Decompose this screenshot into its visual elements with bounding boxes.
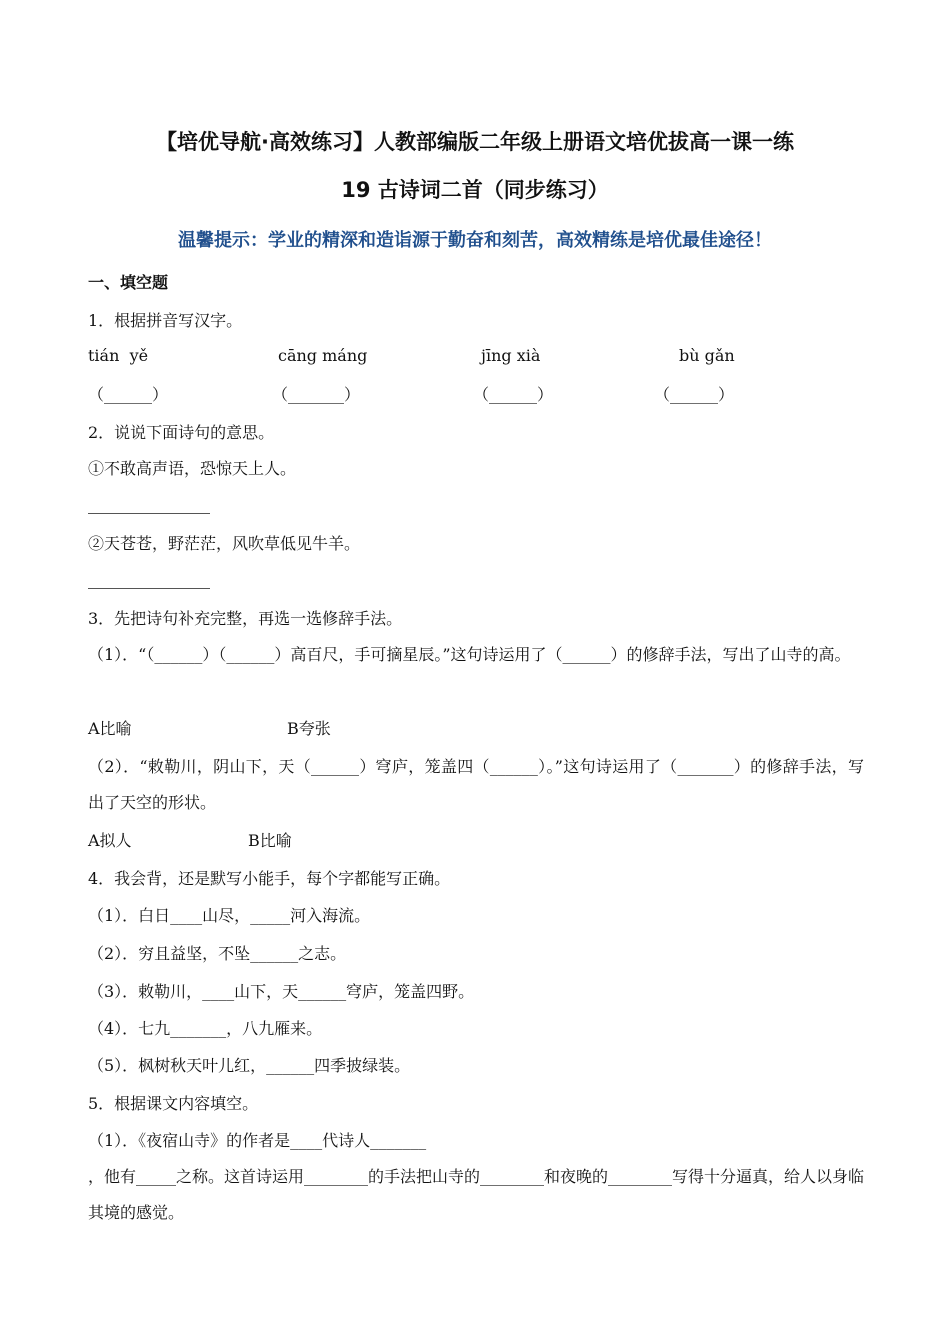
section-heading: 一、填空题 [88, 273, 169, 292]
question-3-part-1: （1）．“（______）（______）高百尺，手可摘星辰。”这句诗运用了（______）的修辞手法，写出了山寺的高。 [88, 645, 851, 664]
pinyin-4: bù gǎn [679, 346, 735, 365]
option-b[interactable]: B夸张 [287, 719, 331, 738]
poem-line-1: ①不敢高声语，恐惊天上人。 [88, 459, 297, 478]
answer-line-1[interactable] [88, 513, 210, 514]
pinyin-1: tián yě [88, 346, 149, 365]
fill-item-1[interactable]: （1）．白日____山尽，_____河入海流。 [88, 906, 371, 925]
tip-banner: 温馨提示：学业的精深和造诣源于勤奋和刻苦，高效精练是培优最佳途径！ [178, 230, 772, 251]
pinyin-3: jīng xià [481, 346, 541, 365]
pinyin-2: cāng máng [278, 346, 368, 365]
document-subtitle: 19 古诗词二首（同步练习） [341, 178, 609, 202]
option-a[interactable]: A比喻 [88, 719, 132, 738]
fill-item-2[interactable]: （2）．穷且益坚，不坠______之志。 [88, 944, 347, 963]
answer-blank-1[interactable]: （______） [88, 385, 169, 404]
question-1-label: 1．根据拼音写汉字。 [88, 311, 243, 330]
question-5-line-2[interactable]: ，他有_____之称。这首诗运用________的手法把山寺的________和夜晚的________写得十分逼真，给人以身临其境的感觉。 [88, 1167, 865, 1222]
question-3-label: 3．先把诗句补充完整，再选一选修辞手法。 [88, 609, 403, 628]
question-2-label: 2．说说下面诗句的意思。 [88, 423, 275, 442]
answer-line-2[interactable] [88, 588, 210, 589]
poem-line-2: ②天苍苍，野茫茫，风吹草低见牛羊。 [88, 534, 361, 553]
fill-item-3[interactable]: （3）．敕勒川，____山下，天______穹庐，笼盖四野。 [88, 982, 475, 1001]
answer-blank-2[interactable]: （_______） [272, 385, 361, 404]
option-b[interactable]: B比喻 [248, 831, 292, 850]
fill-item-4[interactable]: （4）．七九_______，八九雁来。 [88, 1019, 323, 1038]
document-title: 【培优导航·高效练习】人教部编版二年级上册语文培优拔高一课一练 [156, 130, 794, 154]
option-a[interactable]: A拟人 [88, 831, 132, 850]
question-4-label: 4．我会背，还是默写小能手，每个字都能写正确。 [88, 869, 451, 888]
question-5-line-1[interactable]: （1）．《夜宿山寺》的作者是____代诗人_______ [88, 1131, 427, 1150]
answer-blank-4[interactable]: （______） [654, 385, 735, 404]
fill-item-5[interactable]: （5）．枫树秋天叶儿红，______四季披绿装。 [88, 1056, 411, 1075]
question-5-label: 5．根据课文内容填空。 [88, 1094, 259, 1113]
answer-blank-3[interactable]: （______） [473, 385, 554, 404]
question-3-part-2: （2）．“敕勒川，阴山下，天（______）穹庐，笼盖四（______）。”这句诗运用了（_______）的修辞手法，写出了天空的形状。 [88, 757, 864, 812]
